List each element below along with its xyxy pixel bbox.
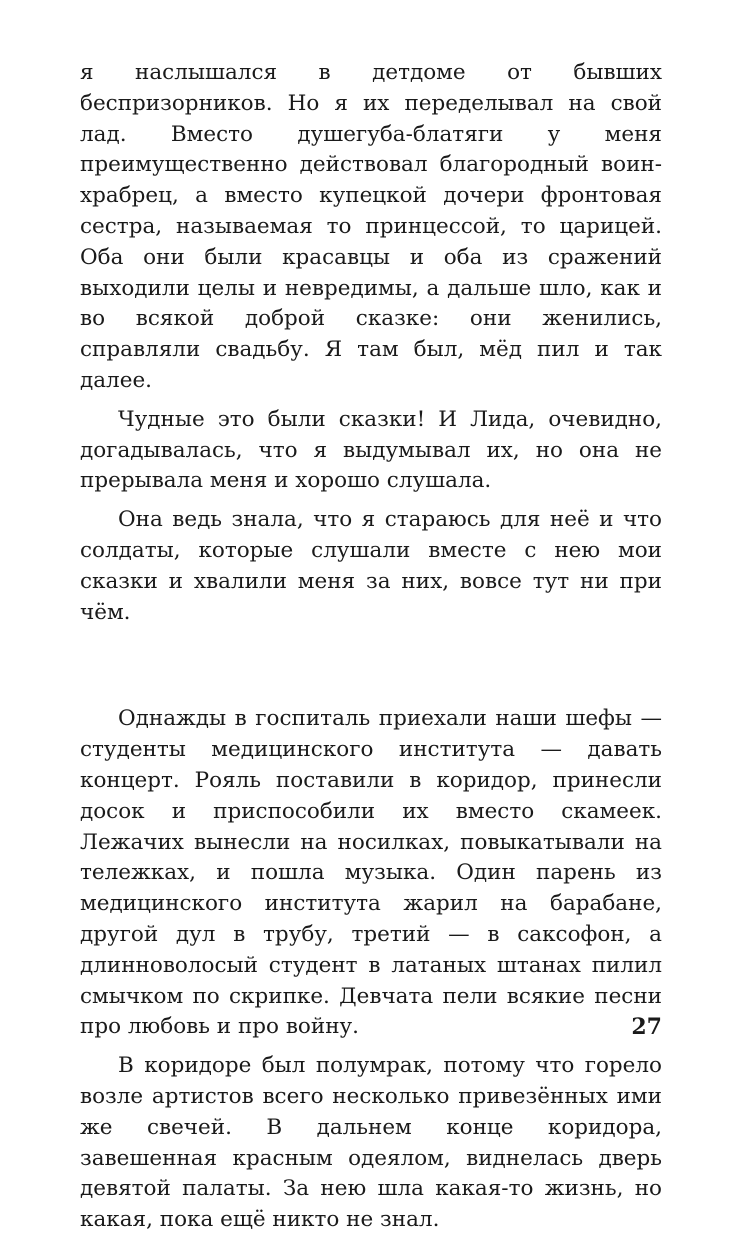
paragraph-1: я наслышался в детдоме от бывших беспризорников. Но я их переделывал на свой лад. Вместо душегуба-блатяги у меня преимущественно действовал благородный воин-храбрец, а вместо купецкой дочери фронтовая сестра, называемая то принцессой, то царицей. Оба они были красавцы и оба из сражений выходили целы и невредимы, а дальше шло, как и во всякой доброй сказке: они женились, справляли свадьбу. Я там был, мёд пил и так далее. (80, 60, 662, 393)
paragraph-3: Она ведь знала, что я стараюсь для неё и что солдаты, которые слушали вместе с нею мои сказки и хвалили меня за них, вовсе тут ни при чём. (80, 507, 662, 625)
section-break (80, 628, 662, 704)
paragraph-gap (80, 1043, 662, 1051)
book-page (80, 58, 662, 1236)
paragraph-5: В коридоре был полумрак, потому что горело возле артистов всего несколько привезённых ими же свечей. В дальнем конце коридора, завешенная красным одеялом, виднелась дверь девятой палаты. За нею шла какая-то жизнь, но какая, пока ещё никто не знал. (80, 1053, 662, 1233)
paragraph-gap (80, 497, 662, 505)
paragraph-4: Однажды в госпиталь приехали наши шефы — студенты медицинского института — давать концерт. Рояль поставили в коридор, принесли досок и приспособили их вместо скамеек. Лежачих вынесли на носилках, повыкатывали на тележках, и пошла музыка. Один парень из медицинского института жарил на барабане, другой дул в трубу, третий — в саксофон, а длинноволосый студент в латаных штанах пилил смычком по скрипке. Девчата пели всякие песни про любовь и про войну. (80, 706, 662, 1040)
paragraph-gap (80, 397, 662, 405)
page-number: 27 (631, 1014, 662, 1040)
paragraph-2: Чудные это были сказки! И Лида, очевидно, догадывалась, что я выдумывал их, но она не прерывала меня и хорошо слушала. (80, 406, 662, 494)
